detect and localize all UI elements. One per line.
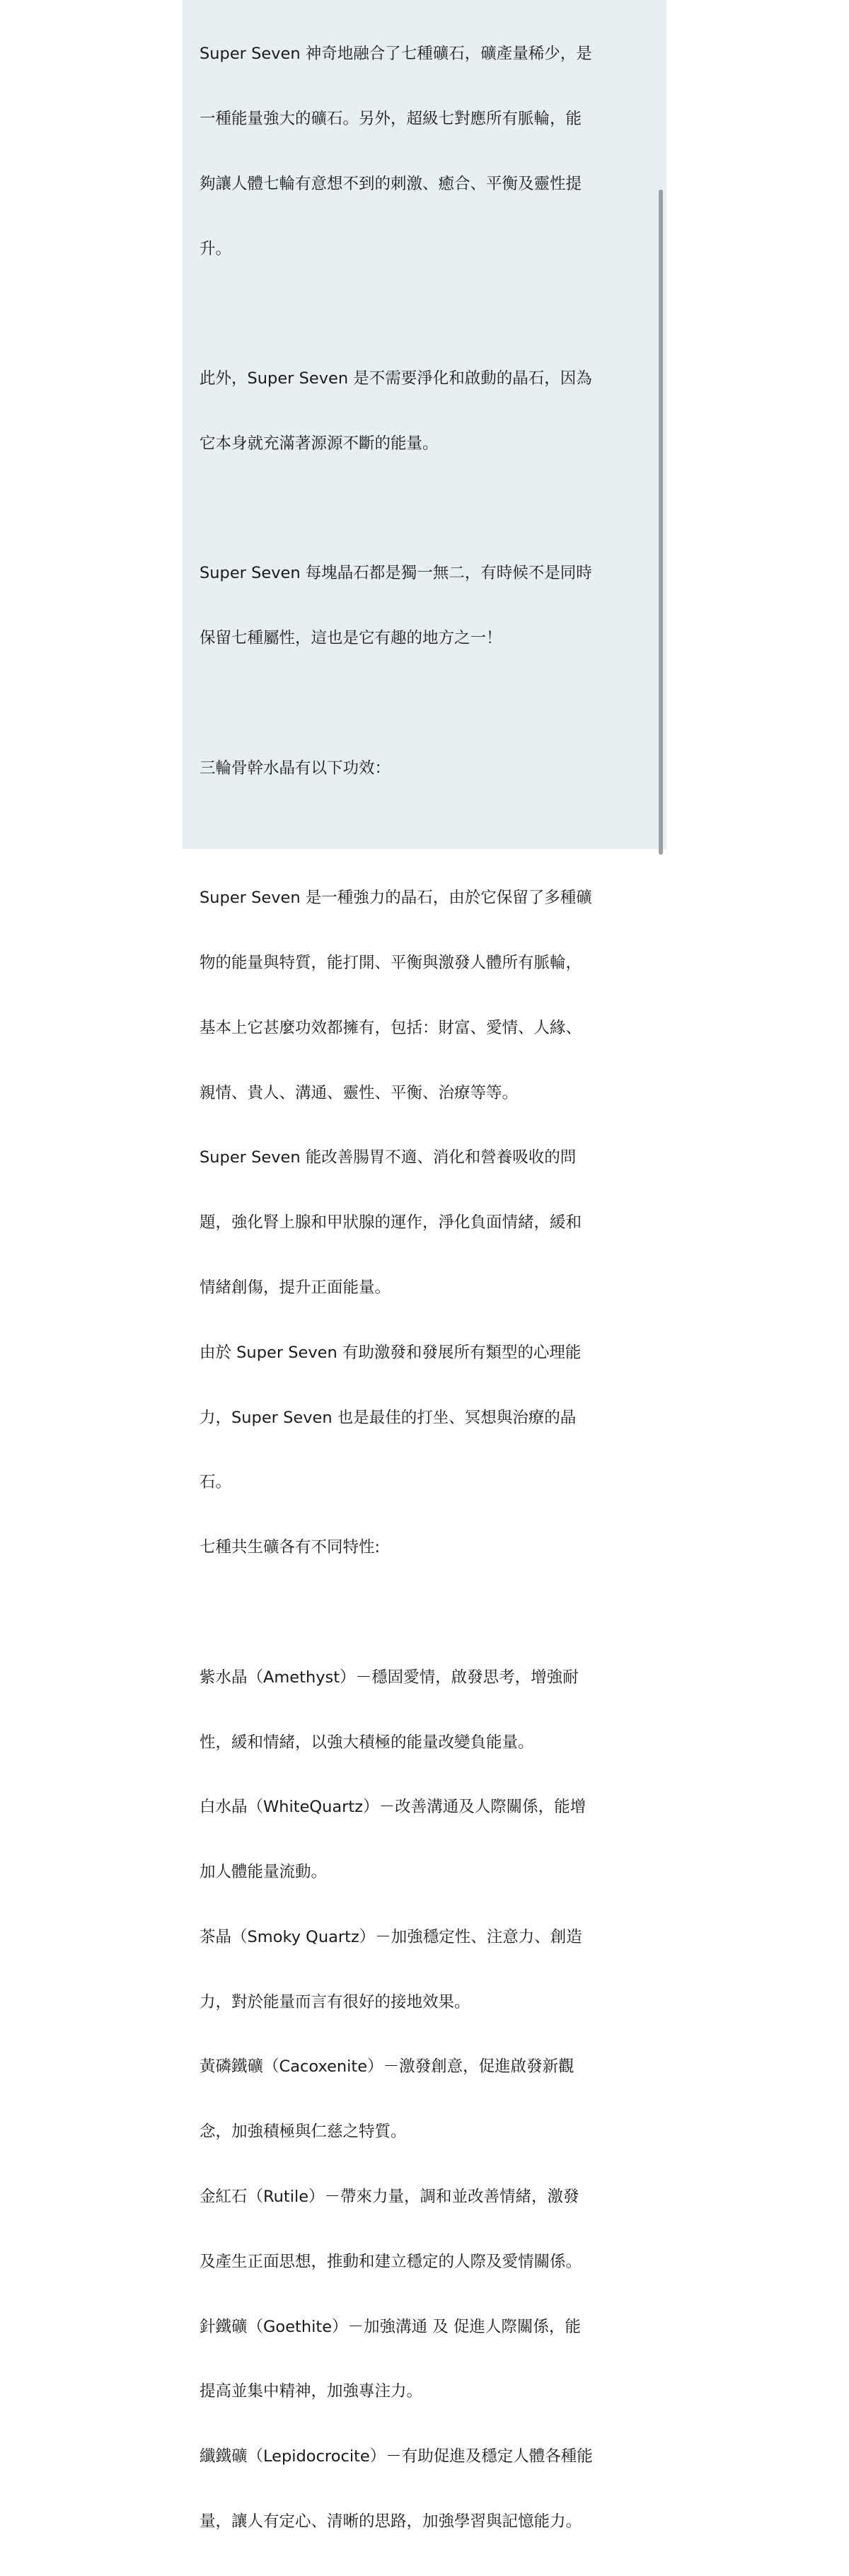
- message-line: [200, 303, 652, 325]
- message-line: 黃磷鐵礦（Cacoxenite）－激發創意，促進啟發新觀: [200, 2057, 574, 2077]
- message-line: 石。: [200, 1473, 232, 1492]
- message-line: 情緒創傷，提升正面能量。: [200, 1278, 391, 1298]
- message-line: 此外，Super Seven 是不需要淨化和啟動的晶石，因為: [200, 369, 592, 388]
- message-line: [200, 498, 652, 520]
- message-line: 它本身就充滿著源源不斷的能量。: [200, 434, 439, 453]
- message-line: [200, 1602, 652, 1624]
- message-line: 白水晶（WhiteQuartz）－改善溝通及人際關係，能增: [200, 1798, 587, 1817]
- message-line: Super Seven 能改善腸胃不適、消化和營養吸收的問: [200, 1148, 577, 1167]
- message-line: Super Seven 是一種強力的晶石，由於它保留了多種礦: [200, 889, 592, 908]
- message-line: Super Seven 神奇地融合了七種礦石，礦產量稀少，是: [200, 45, 592, 64]
- message-line: 三輪骨幹水晶有以下功效：: [200, 758, 391, 778]
- message-line: 針鐵礦（Goethite）－加強溝通 及 促進人際關係，能: [200, 2317, 581, 2336]
- message-line: [200, 693, 652, 715]
- message-line: 茶晶（Smoky Quartz）－加強穩定性、注意力、創造: [200, 1927, 582, 1946]
- message-line: 由於 Super Seven 有助激發和發展所有類型的心理能: [200, 1343, 582, 1362]
- message-line: 性，緩和情緒，以強大積極的能量改變負能量。: [200, 1733, 534, 1752]
- message-line: 親情、貴人、溝通、靈性、平衡、治療等等。: [200, 1083, 519, 1102]
- message-line: 七種共生礦各有不同特性:: [200, 1538, 381, 1557]
- message-line: 力，對於能量而言有很好的接地效果。: [200, 1992, 470, 2011]
- message-line: 提高並集中精神，加強專注力。: [200, 2382, 423, 2401]
- message-line: 及產生正面思想，推動和建立穩定的人際及愛情關係。: [200, 2252, 582, 2271]
- message-line: 金紅石（Rutile）－帶來力量，調和並改善情緒，激發: [200, 2187, 579, 2206]
- message-line: 纖鐵礦（Lepidocrocite）－有助促進及穩定人體各種能: [200, 2447, 593, 2466]
- message-line: 一種能量強大的礦石。另外，超級七對應所有脈輪，能: [200, 109, 582, 128]
- message-line: [200, 823, 652, 845]
- message-line: 題，強化腎上腺和甲狀腺的運作，淨化負面情緒，緩和: [200, 1213, 582, 1232]
- message-line: 加人體能量流動。: [200, 1863, 328, 1882]
- message-body: [200, 0, 652, 2576]
- message-line: 基本上它甚麼功效都擁有，包括：財富、愛情、人緣、: [200, 1018, 582, 1037]
- message-line: Super Seven 每塊晶石都是獨一無二，有時候不是同時: [200, 564, 592, 583]
- scrollbar-thumb[interactable]: [659, 190, 663, 855]
- message-line: 紫水晶（Amethyst）－穩固愛情，啟發思考，增強耐: [200, 1668, 579, 1687]
- message-panel: [183, 0, 666, 2531]
- message-line: 量，讓人有定心、清晰的思路，加強學習與記憶能力。: [200, 2512, 582, 2531]
- message-line: 保留七種屬性，這也是它有趣的地方之一！: [200, 629, 502, 648]
- message-line: 夠讓人體七輪有意想不到的刺激、癒合、平衡及靈性提: [200, 174, 582, 193]
- message-line: 物的能量與特質，能打開、平衡與激發人體所有脈輪，: [200, 954, 582, 973]
- message-line: 力，Super Seven 也是最佳的打坐、冥想與治療的晶: [200, 1408, 577, 1427]
- message-line: 念，加強積極與仁慈之特質。: [200, 2122, 407, 2142]
- message-line: 升。: [200, 239, 232, 258]
